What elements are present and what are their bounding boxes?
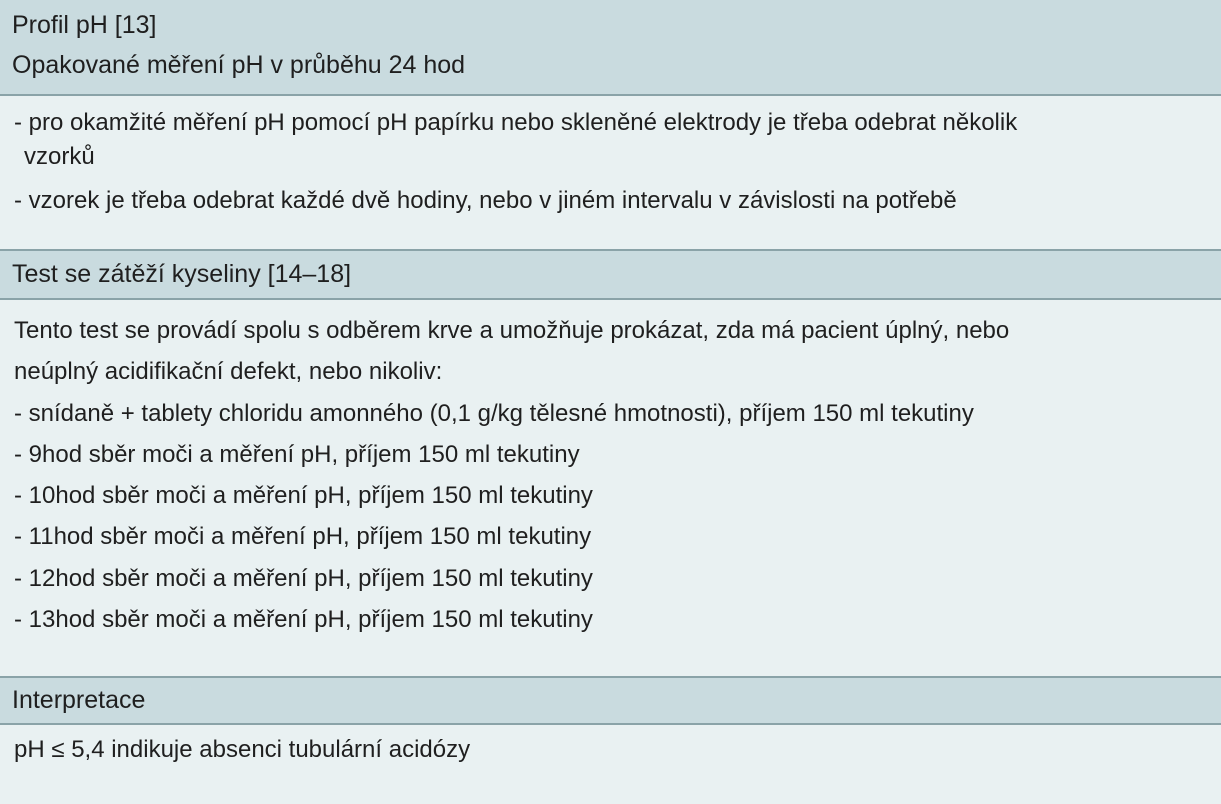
section-body-ph-profile [0, 96, 1221, 249]
step-item: - 11hod sběr moči a měření pH, příjem 150 ml tekutiny [14, 523, 592, 551]
section-body-interpretation [0, 725, 1221, 804]
list-item [14, 106, 1207, 174]
list-item-text: - pro okamžité měření pH pomocí pH papírku nebo skleněné elektrody je třeba odebrat několik [14, 109, 1018, 136]
list-item: - vzorek je třeba odebrat každé dvě hodiny, nebo v jiném intervalu v závislosti na potřebě [14, 187, 957, 214]
intro-text: Tento test se provádí spolu s odběrem krve a umožňuje prokázat, zda má pacient úplný, nebo [14, 317, 1010, 344]
section-title: Interpretace [12, 686, 146, 714]
section-header-acid-load-test [0, 251, 1221, 298]
step-item: - 12hod sběr moči a měření pH, příjem 150 ml tekutiny [14, 564, 593, 592]
section-subtitle: Opakované měření pH v průběhu 24 hod [12, 51, 466, 79]
step-item: - 10hod sběr moči a měření pH, příjem 150 ml tekutiny [14, 482, 593, 510]
interpretation-text: pH ≤ 5,4 indikuje absenci tubulární acidózy [14, 736, 471, 763]
section-body-acid-load-test [0, 300, 1221, 676]
step-item: - 13hod sběr moči a měření pH, příjem 150 ml tekutiny [14, 606, 593, 634]
intro-text-continued: neúplný acidifikační defekt, nebo nikoliv: [14, 358, 443, 386]
step-item: - snídaně + tablety chloridu amonného (0,1 g/kg tělesné hmotnosti), příjem 150 ml tekutiny [14, 399, 974, 427]
section-header-interpretation [0, 678, 1221, 723]
section-title: Test se zátěží kyseliny [14–18] [12, 260, 352, 288]
section-title: Profil pH [13] [12, 11, 157, 39]
list-item-text-continued: vzorků [24, 143, 95, 170]
step-item: - 9hod sběr moči a měření pH, příjem 150 ml tekutiny [14, 440, 580, 468]
section-header-ph-profile [0, 0, 1221, 94]
